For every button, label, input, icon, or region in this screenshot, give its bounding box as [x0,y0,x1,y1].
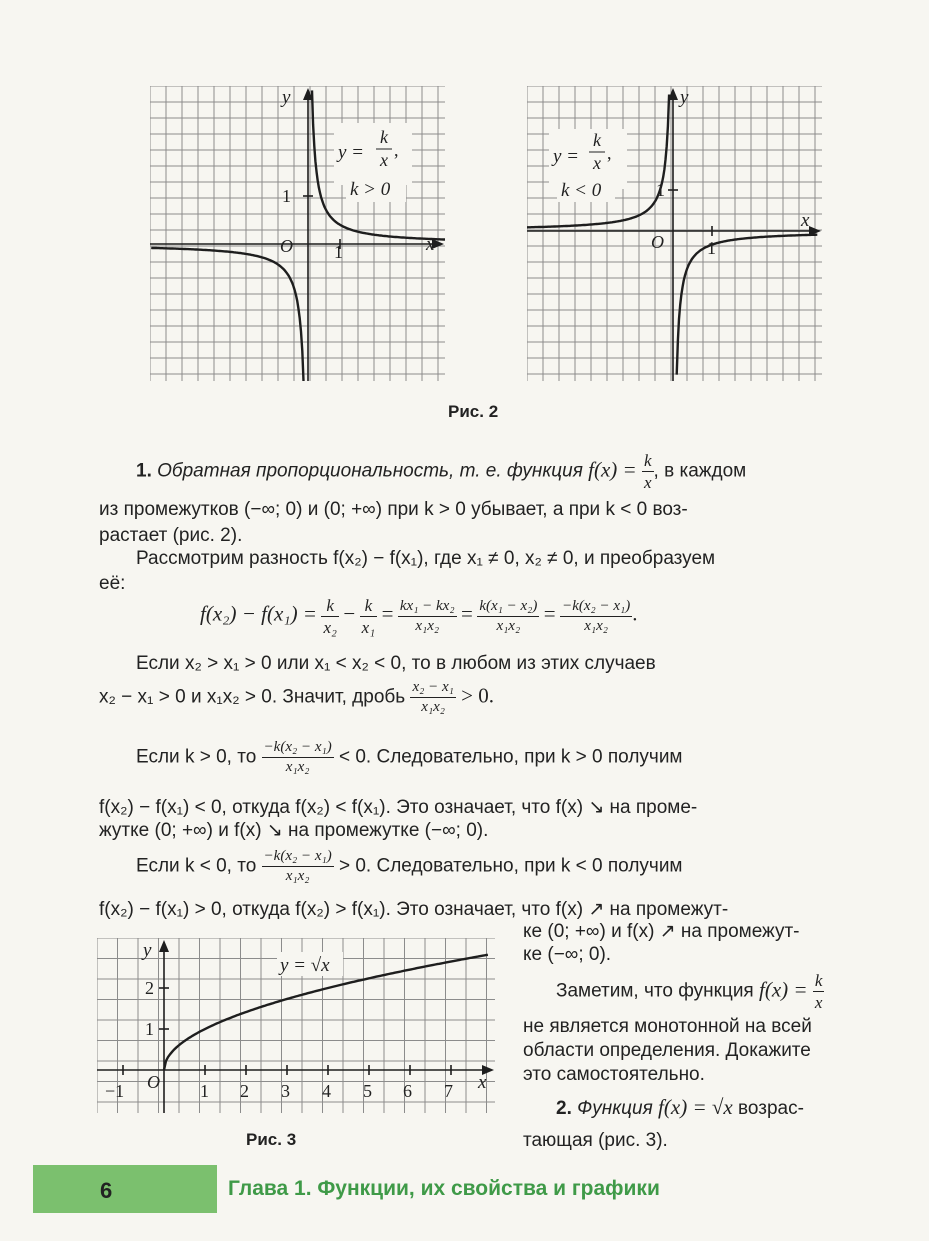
y-axis-label: y [680,87,689,108]
equation-num: k [593,130,601,150]
footer-page-bar [33,1165,217,1213]
x-axis-label: x [801,210,810,231]
y-axis-label: y [143,940,152,961]
paragraph-5-tail: > 0. Следовательно, при k < 0 получим [338,855,683,877]
paragraph-3-line-1: Если x₂ > x₁ > 0 или x₁ < x₂ < 0, то в любом из этих случаев [136,653,656,674]
x-tick-label: 2 [240,1081,249,1101]
function-notation: f(x) = [759,977,808,1002]
figure-caption-2: Рис. 2 [448,402,499,421]
function-notation: f(x) = √x [658,1095,733,1119]
paragraph-4-tail: < 0. Следовательно, при k > 0 получим [338,746,683,768]
condition-label: k < 0 [561,180,602,201]
paragraph-6-text: Заметим, что функция [556,980,754,1002]
fraction-x2-minus-x1: $\frac{\text{x₂ − x₁}}{\text{x₁x₂}}$ [412,679,454,715]
paragraph-3-text: x₂ − x₁ > 0 и x₁x₂ > 0. Значит, дробь [99,686,406,708]
x-tick-label: 6 [403,1081,412,1101]
formula-equals: = [381,601,394,626]
paragraph-5-line-2: f(x₂) − f(x₁) > 0, откуда f(x₂) > f(x₁). Это означает, что f(x) ↗ на промежут- [99,899,729,920]
formula-equals: = [461,601,473,626]
paragraph-3-line-2 [99,680,494,715]
formula-minus: − [343,601,356,626]
formula-fraction-3: $\frac{\text{kx₁ − kx₂}}{\text{x₁x₂}}$ [399,598,455,634]
x-tick-label: 3 [281,1081,290,1101]
paragraph-5-head: Если k < 0, то [136,855,257,877]
figure-hyperbola-positive [150,86,445,381]
paragraph-2-line-2: её: [99,573,126,594]
paragraph-1-line-2: из промежутков (−∞; 0) и (0; +∞) при k > 0 убывает, а при k < 0 воз- [99,499,688,520]
figure-hyperbola-negative [527,86,822,381]
paragraph-6-line-1 [556,972,824,1011]
origin-label: O [651,232,664,252]
equation-num: k [380,127,388,147]
paragraph-7-line-2: тающая (рис. 3). [523,1130,668,1151]
formula-equals: = [543,601,556,626]
formula-end: . [632,601,638,626]
paragraph-4-head: Если k > 0, то [136,746,257,768]
theorem-text: Функция [577,1098,653,1119]
page-number: 6 [100,1178,113,1203]
paragraph-4-line-2: f(x₂) − f(x₁) < 0, откуда f(x₂) < f(x₁). Это означает, что f(x) ↘ на проме- [99,797,698,818]
paragraph-4-line-1 [136,740,683,775]
figure-caption-3: Рис. 3 [246,1130,297,1149]
paragraph-7-line-1 [556,1096,804,1120]
formula-fraction-5: $\frac{\text{−k(x₂ − x₁)}}{\text{x₁x₂}}$ [562,598,631,634]
y-tick-1: 1 [656,180,665,200]
paragraph-5-line-4: ке (−∞; 0). [523,944,612,965]
equation-den: x [593,153,601,173]
paragraph-4-line-3: жутке (0; +∞) и f(x) ↘ на промежутке (−∞; 0). [99,820,489,841]
x-tick-label: 1 [200,1081,209,1101]
condition-label: k > 0 [350,179,391,200]
y-tick-label: 1 [145,1019,154,1039]
fraction-minus-k: $\frac{\text{−k(x₂ − x₁)}}{\text{x₁x₂}}$ [263,848,332,884]
figure-sqrt-graph [97,938,495,1113]
fraction-k-over-x: $\frac{k}{x}$ [644,451,652,492]
formula-fraction-4: $\frac{\text{k(x₁ − x₂)}}{\text{x₁x₂}}$ [479,598,538,634]
tail-text: , в каждом [653,460,747,482]
chapter-title: Глава 1. Функции, их свойства и графики [228,1177,660,1200]
origin-label: O [280,236,293,256]
paragraph-6-line-3: области определения. Докажите [523,1040,811,1061]
paragraph-6-line-2: не является монотонной на всей [523,1016,812,1037]
function-notation: f(x) = [588,457,637,482]
paragraph-1-line-3: растает (рис. 2). [99,525,243,546]
item-number: 1. [136,460,152,482]
x-axis-label: x [478,1072,487,1093]
origin-label: O [147,1072,160,1092]
fraction-minus-k: $\frac{\text{−k(x₂ − x₁)}}{\text{x₁x₂}}$ [263,739,332,775]
equation-label: y = √x [280,955,330,976]
x-tick-label: 5 [363,1081,372,1101]
fraction-positive: > 0. [461,683,494,708]
x-tick-label: 4 [322,1081,331,1101]
paragraph-5-line-1 [136,849,683,884]
equation-den: x [380,150,388,170]
paragraph-2-line-1: Рассмотрим разность f(x₂) − f(x₁), где x₁ ≠ 0, x₂ ≠ 0, и преобразуем [136,548,716,569]
x-axis-label: x [426,234,435,255]
x-tick-label: 7 [444,1081,453,1101]
paragraph-5-line-3: ке (0; +∞) и f(x) ↗ на промежут- [523,921,800,942]
formula-fraction-1: $\frac{k}{\text{x₂}}$ [323,596,337,637]
x-tick-label: −1 [105,1081,125,1101]
item-number: 2. [556,1098,572,1119]
x-tick-1: 1 [334,242,343,262]
paragraph-7-tail: возрас- [738,1098,804,1119]
equation-lhs: y = [553,146,580,167]
y-tick-1: 1 [282,186,291,206]
equation-lhs: y = [338,142,365,163]
equation-tail: , [607,143,612,163]
formula-lhs: f(x₂) − f(x₁) = [200,601,317,626]
formula-fraction-2: $\frac{k}{\text{x₁}}$ [361,596,376,637]
y-tick-label: 2 [145,978,154,998]
difference-formula [200,597,637,636]
y-axis-label: y [282,87,291,108]
theorem-text: Обратная пропорциональность, т. е. функция [157,460,583,482]
x-tick-1: 1 [707,238,716,258]
paragraph-6-line-4: это самостоятельно. [523,1064,705,1085]
paragraph-1-line-1 [136,452,746,491]
fraction-k-over-x: $\frac{k}{x}$ [814,971,823,1012]
equation-tail: , [394,140,399,160]
